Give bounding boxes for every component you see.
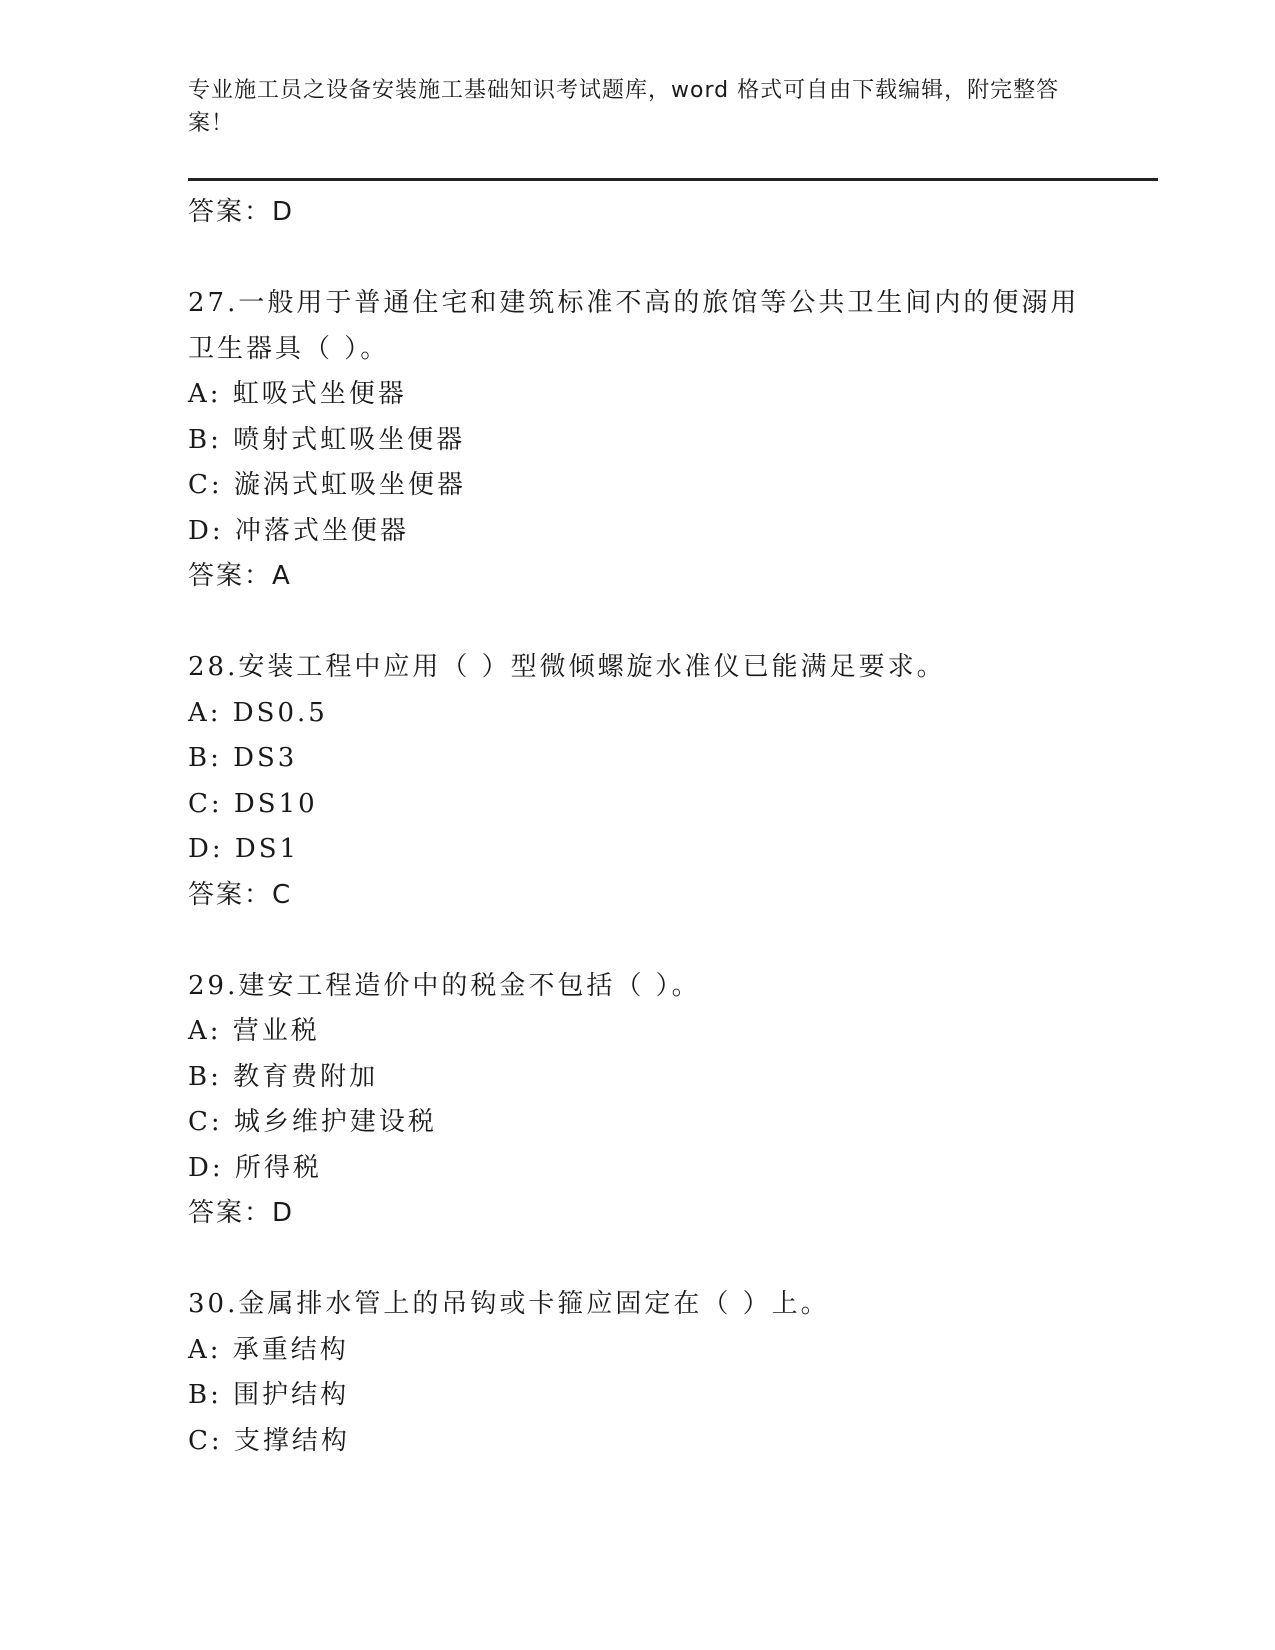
question-28: [188, 645, 1148, 918]
spacer: [188, 1237, 1148, 1283]
previous-answer: 答案：D: [188, 197, 295, 227]
option-c: C: 漩涡式虹吸坐便器: [188, 470, 466, 500]
spacer: [188, 918, 1148, 964]
option-c: C: 支撑结构: [188, 1425, 350, 1456]
question-30: [188, 1282, 1148, 1464]
option-b: B: 教育费附加: [188, 1061, 379, 1092]
option-a: A: DS0.5: [188, 697, 328, 728]
option-b: B: 围护结构: [188, 1380, 350, 1410]
option-c: C: 城乡维护建设税: [188, 1107, 437, 1137]
question-stem: 卫生器具（ ）。: [188, 333, 390, 364]
option-d: D: 所得税: [188, 1152, 322, 1183]
question-27: [188, 281, 1148, 600]
question-stem: 28.安装工程中应用（ ）型微倾螺旋水准仪已能满足要求。: [188, 652, 946, 682]
spacer: [188, 236, 1148, 282]
option-b: B: 喷射式虹吸坐便器: [188, 424, 466, 455]
question-stem: 30.金属排水管上的吊钩或卡箍应固定在（ ）上。: [188, 1289, 830, 1319]
answer: 答案：D: [188, 1198, 295, 1228]
answer: 答案：A: [188, 561, 292, 591]
option-a: A: 营业税: [188, 1016, 320, 1046]
option-a: A: 承重结构: [188, 1334, 349, 1365]
question-stem: 27.一般用于普通住宅和建筑标准不高的旅馆等公共卫生间内的便溺用: [188, 288, 1080, 318]
option-a: A: 虹吸式坐便器: [188, 379, 407, 409]
spacer: [188, 600, 1148, 646]
question-29: [188, 964, 1148, 1237]
answer: 答案：C: [188, 879, 293, 910]
question-list: [188, 190, 1148, 1464]
question-stem: 29.建安工程造价中的税金不包括（ ）。: [188, 970, 701, 1001]
option-c: C: DS10: [188, 788, 318, 819]
document-header: 专业施工员之设备安装施工基础知识考试题库，word 格式可自由下载编辑，附完整答案！: [188, 78, 1060, 136]
option-b: B: DS3: [188, 743, 298, 773]
option-d: D: 冲落式坐便器: [188, 515, 409, 546]
header-divider: [188, 178, 1158, 181]
option-d: D: DS1: [188, 834, 300, 864]
